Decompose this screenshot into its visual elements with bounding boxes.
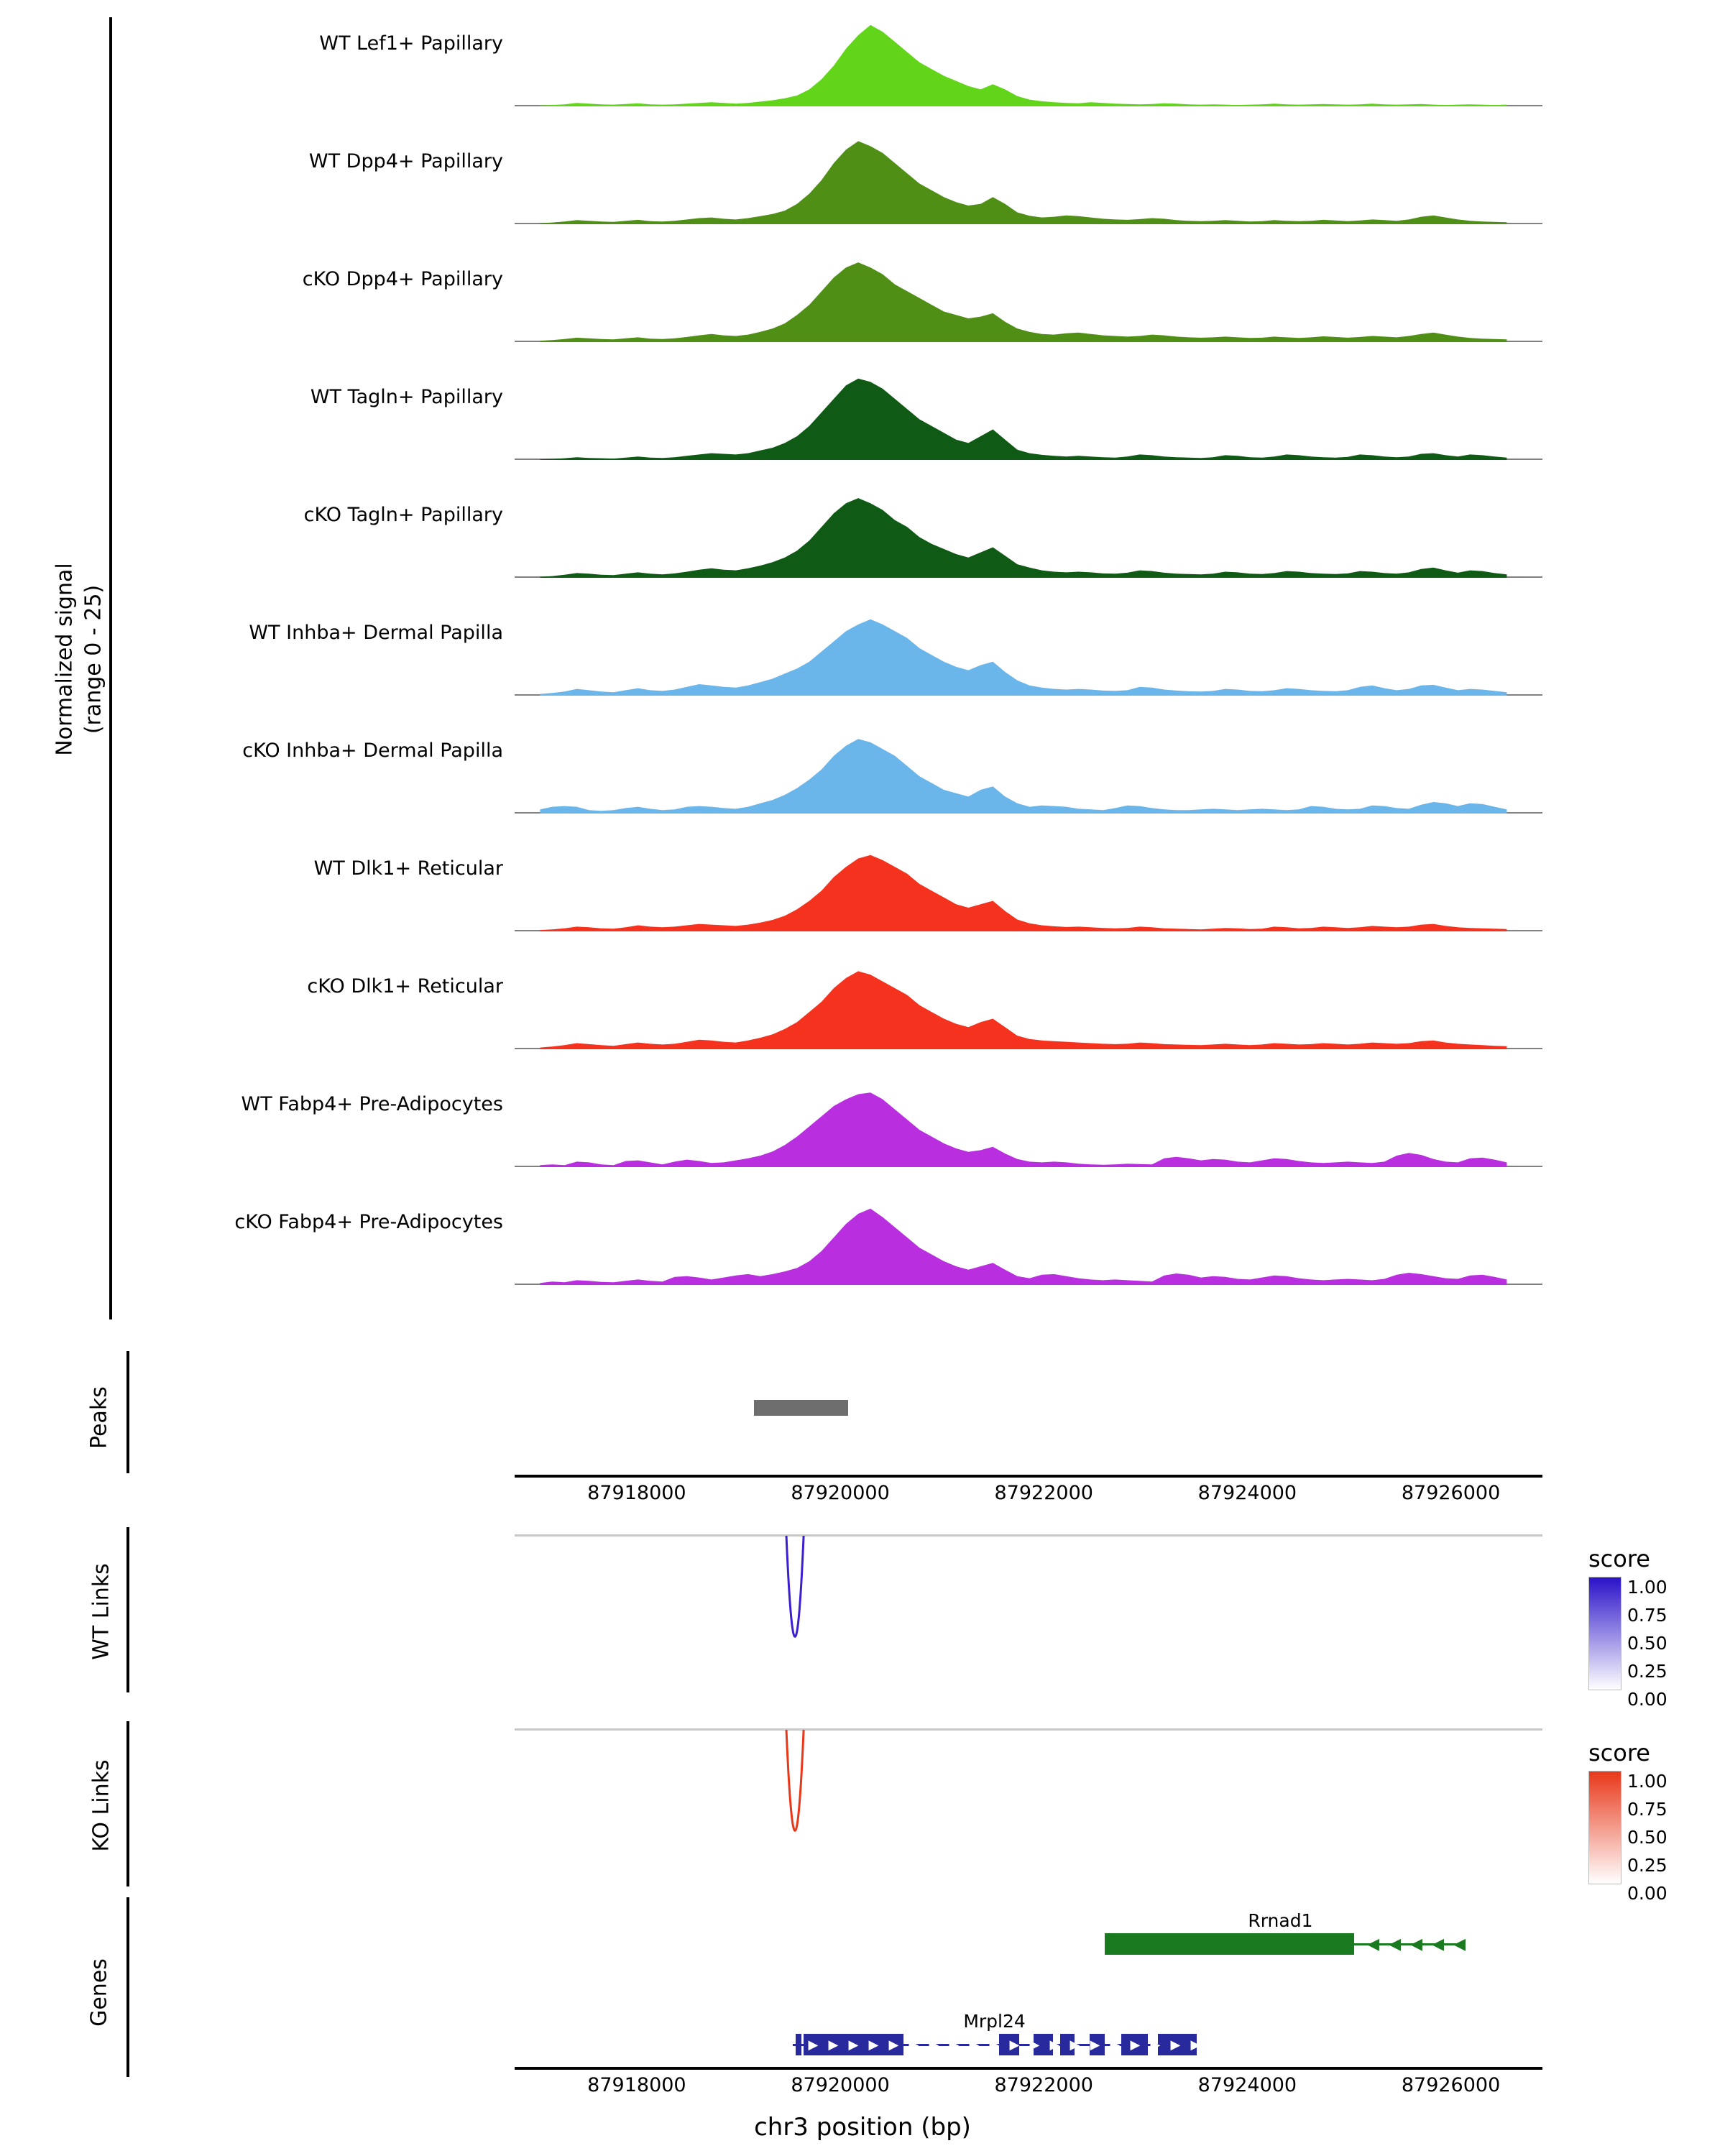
gene-strand-arrow: ▶ (1009, 2037, 1020, 2053)
legend-tick-label: 0.25 (1627, 1661, 1668, 1682)
track-area (515, 375, 1542, 460)
track-label: WT Lef1+ Papillary (319, 32, 503, 55)
legend-tick-label: 1.00 (1627, 1771, 1668, 1792)
legend-tick-label: 0.75 (1627, 1799, 1668, 1820)
track-area (515, 493, 1542, 578)
wt-links-legend (1588, 1545, 1668, 1710)
gene-exon-block[interactable] (1105, 1933, 1354, 1955)
track-area (515, 22, 1542, 106)
x-axis-line-top (515, 1475, 1542, 1478)
link-arc[interactable] (786, 1730, 804, 1830)
gene-strand-arrow: ▶ (1150, 2037, 1161, 2053)
coverage-track (515, 22, 1542, 106)
track-label: WT Fabp4+ Pre-Adipocytes (241, 1093, 503, 1115)
gene-strand-arrow: ▶ (1170, 2037, 1181, 2053)
x-axis-top (515, 1475, 1542, 1525)
gene-strand-arrow: ▶ (969, 2037, 980, 2053)
track-area (515, 611, 1542, 696)
track-area (515, 139, 1542, 224)
genes-panel (515, 1904, 1542, 2070)
gene-strand-arrow: ▶ (1049, 2037, 1060, 2053)
legend-tick-label: 0.75 (1627, 1605, 1668, 1626)
gene-strand-arrow: ◀ (1453, 1935, 1466, 1953)
peaks-row (515, 1394, 1542, 1423)
gene-strand-arrow: ▶ (888, 2037, 899, 2053)
y-axis-title-line1: Normalized signal (52, 563, 78, 756)
gene-strand-arrow: ▶ (848, 2037, 859, 2053)
track-label: cKO Dpp4+ Papillary (302, 268, 503, 290)
x-tick-label: 87926000 (1401, 1482, 1501, 1504)
wt-legend-title: score (1588, 1545, 1650, 1572)
track-area (515, 729, 1542, 814)
wt-links-panel (515, 1534, 1542, 1689)
gene-strand-arrow: ▶ (1029, 2037, 1040, 2053)
coverage-axis-bar (109, 17, 112, 1319)
x-tick-label: 87918000 (587, 1482, 686, 1504)
track-label: cKO Fabp4+ Pre-Adipocytes (234, 1211, 503, 1233)
track-label: cKO Dlk1+ Reticular (307, 975, 503, 998)
x-tick-label: 87920000 (791, 1482, 890, 1504)
x-tick-label: 87924000 (1197, 1482, 1297, 1504)
gene-strand-arrow: ▶ (808, 2037, 819, 2053)
legend-tick-label: 0.50 (1627, 1827, 1668, 1848)
peaks-section-label: Peaks (86, 1386, 112, 1449)
link-arc[interactable] (786, 1536, 804, 1636)
ko-legend-labels (1627, 1761, 1725, 1904)
gene-strand-arrow: ▶ (1070, 2037, 1080, 2053)
ko-links-axis-bar (126, 1721, 129, 1886)
x-axis-title: chr3 position (bp) (754, 2113, 971, 2142)
coverage-track (515, 139, 1542, 224)
track-label: WT Inhba+ Dermal Papilla (249, 622, 503, 644)
track-label: WT Tagln+ Papillary (310, 386, 503, 408)
gene-exon-block[interactable] (796, 2034, 801, 2055)
genes-section-label: Genes (86, 1958, 112, 2027)
track-area (515, 257, 1542, 342)
coverage-track (515, 611, 1542, 696)
legend-tick-label: 1.00 (1627, 1577, 1668, 1598)
gene-strand-arrow: ▶ (1130, 2037, 1141, 2053)
wt-links-section-label: WT Links (88, 1563, 114, 1660)
coverage-track (515, 964, 1542, 1049)
x-tick-label: 87918000 (587, 2074, 686, 2096)
ko-legend-gradient (1588, 1771, 1622, 1884)
gene-strand-arrow: ▶ (828, 2037, 839, 2053)
track-area (515, 1082, 1542, 1167)
track-label: cKO Inhba+ Dermal Papilla (242, 740, 503, 762)
ko-links-panel (515, 1728, 1542, 1883)
x-tick-label: 87920000 (791, 2074, 890, 2096)
wt-legend-labels (1627, 1567, 1725, 1710)
coverage-track (515, 847, 1542, 931)
track-area (515, 964, 1542, 1049)
gene-strand-arrow: ◀ (1389, 1935, 1401, 1953)
wt-legend-gradient (1588, 1577, 1622, 1690)
legend-tick-label: 0.00 (1627, 1689, 1668, 1710)
x-axis-line-bottom (515, 2067, 1542, 2070)
legend-tick-label: 0.00 (1627, 1883, 1668, 1904)
x-axis-bottom (515, 2067, 1542, 2117)
coverage-track (515, 493, 1542, 578)
gene-strand-arrow: ◀ (1410, 1935, 1422, 1953)
genes-axis-bar (126, 1897, 129, 2077)
x-tick-label: 87922000 (994, 2074, 1093, 2096)
coverage-track (515, 1200, 1542, 1285)
gene-strand-arrow: ◀ (1432, 1935, 1444, 1953)
track-area (515, 1200, 1542, 1285)
ko-links-legend (1588, 1739, 1668, 1904)
gene-strand-arrow: ▶ (989, 2037, 1000, 2053)
gene-strand-arrow: ◀ (1367, 1935, 1379, 1953)
gene-strand-arrow: ▶ (1190, 2037, 1201, 2053)
x-tick-label: 87922000 (994, 1482, 1093, 1504)
gene-name-label: Mrpl24 (963, 2011, 1026, 2032)
peak-bar[interactable] (754, 1400, 849, 1416)
ko-links-section-label: KO Links (88, 1759, 114, 1852)
gene-strand-arrow: ▶ (1110, 2037, 1121, 2053)
gene-name-label: Rrnad1 (1248, 1910, 1313, 1931)
wt-links-axis-bar (126, 1527, 129, 1692)
gene-strand-arrow: ▶ (1090, 2037, 1100, 2053)
x-tick-label: 87924000 (1197, 2074, 1297, 2096)
ko-legend-title: score (1588, 1739, 1650, 1766)
coverage-track (515, 729, 1542, 814)
y-axis-title-line2: (range 0 - 25) (80, 584, 106, 734)
track-label: WT Dlk1+ Reticular (313, 857, 503, 880)
gene-strand-arrow: ▶ (929, 2037, 939, 2053)
track-label: cKO Tagln+ Papillary (303, 504, 503, 526)
legend-tick-label: 0.25 (1627, 1855, 1668, 1876)
peaks-axis-bar (126, 1351, 129, 1473)
track-area (515, 847, 1542, 931)
gene-strand-arrow: ▶ (949, 2037, 960, 2053)
legend-tick-label: 0.50 (1627, 1633, 1668, 1654)
x-tick-label: 87926000 (1401, 2074, 1501, 2096)
track-label: WT Dpp4+ Papillary (308, 150, 503, 172)
coverage-track (515, 1082, 1542, 1167)
coverage-track (515, 375, 1542, 460)
gene-strand-arrow: ▶ (908, 2037, 919, 2053)
coverage-track (515, 257, 1542, 342)
gene-strand-arrow: ▶ (868, 2037, 879, 2053)
